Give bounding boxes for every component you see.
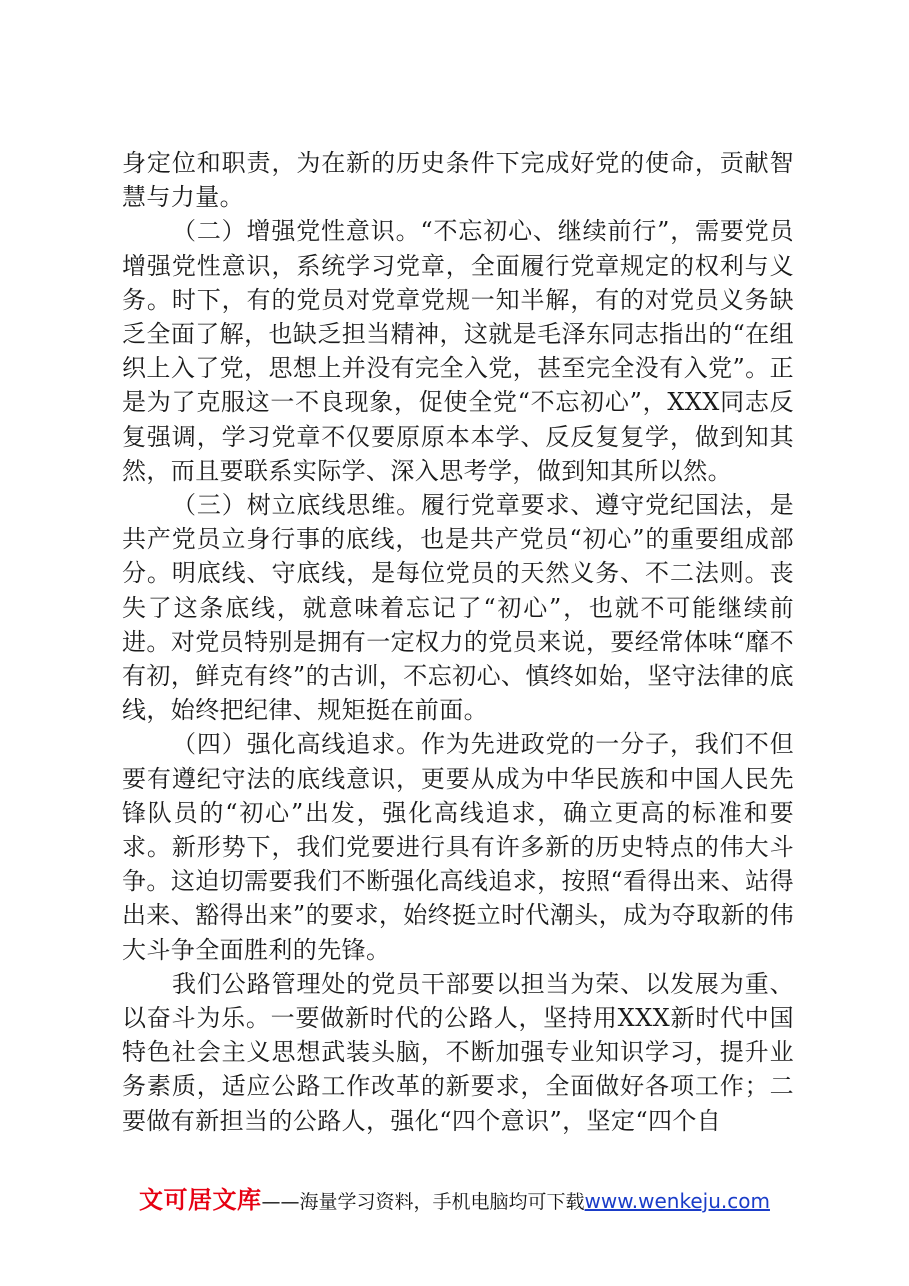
- paragraph-2: （二）增强党性意识。“不忘初心、继续前行”，需要党员增强党性意识，系统学习党章，全面履行党章规定的权利与义务。时下，有的党员对党章党规一知半解，有的对党员义务缺乏全面了解，也缺乏担当精神，这就是毛泽东同志指出的“在组织上入了党，思想上并没有完全入党，甚至完全没有入党”。正是为了克服这一不良现象，促使全党“不忘初心”，XXX同志反复强调，学习党章不仅要原原本本学、反反复复学，做到知其然，而且要联系实际学、深入思考学，做到知其所以然。: [122, 217, 794, 485]
- paragraph-5: 我们公路管理处的党员干部要以担当为荣、以发展为重、以奋斗为乐。一要做新时代的公路人，坚持用XXX新时代中国特色社会主义思想武装头脑，不断加强专业知识学习，提升业务素质，适应公路工作改革的新要求，全面做好各项工作；二要做有新担当的公路人，强化“四个意识”，坚定“四个自: [122, 969, 794, 1135]
- paragraph-3: （三）树立底线思维。履行党章要求、遵守党纪国法，是共产党员立身行事的底线，也是共产党员“初心”的重要组成部分。明底线、守底线，是每位党员的天然义务、不二法则。丧失了这条底线，就意味着忘记了“初心”，也就不可能继续前进。对党员特别是拥有一定权力的党员来说，要经常体味“靡不有初，鲜克有终”的古训，不忘初心、慎终如始，坚守法律的底线，始终把纪律、规矩挺在前面。: [122, 491, 794, 725]
- footer-banner: [0, 1180, 909, 1215]
- footer-website-link[interactable]: www.wenkeju.com: [584, 1189, 770, 1213]
- document-body: [122, 146, 794, 1138]
- footer-tagline: ——海量学习资料，手机电脑均可下载: [261, 1191, 585, 1213]
- paragraph-4: （四）强化高线追求。作为先进政党的一分子，我们不但要有遵纪守法的底线意识，更要从成为中华民族和中国人民先锋队员的“初心”出发，强化高线追求，确立更高的标准和要求。新形势下，我们党要进行具有许多新的历史特点的伟大斗争。这迫切需要我们不断强化高线追求，按照“看得出来、站得出来、豁得出来”的要求，始终挺立时代潮头，成为夺取新的伟大斗争全面胜利的先锋。: [122, 730, 794, 964]
- paragraph-1: 身定位和职责，为在新的历史条件下完成好党的使命，贡献智慧与力量。: [122, 149, 794, 212]
- footer-brand: 文可居文库: [139, 1186, 262, 1214]
